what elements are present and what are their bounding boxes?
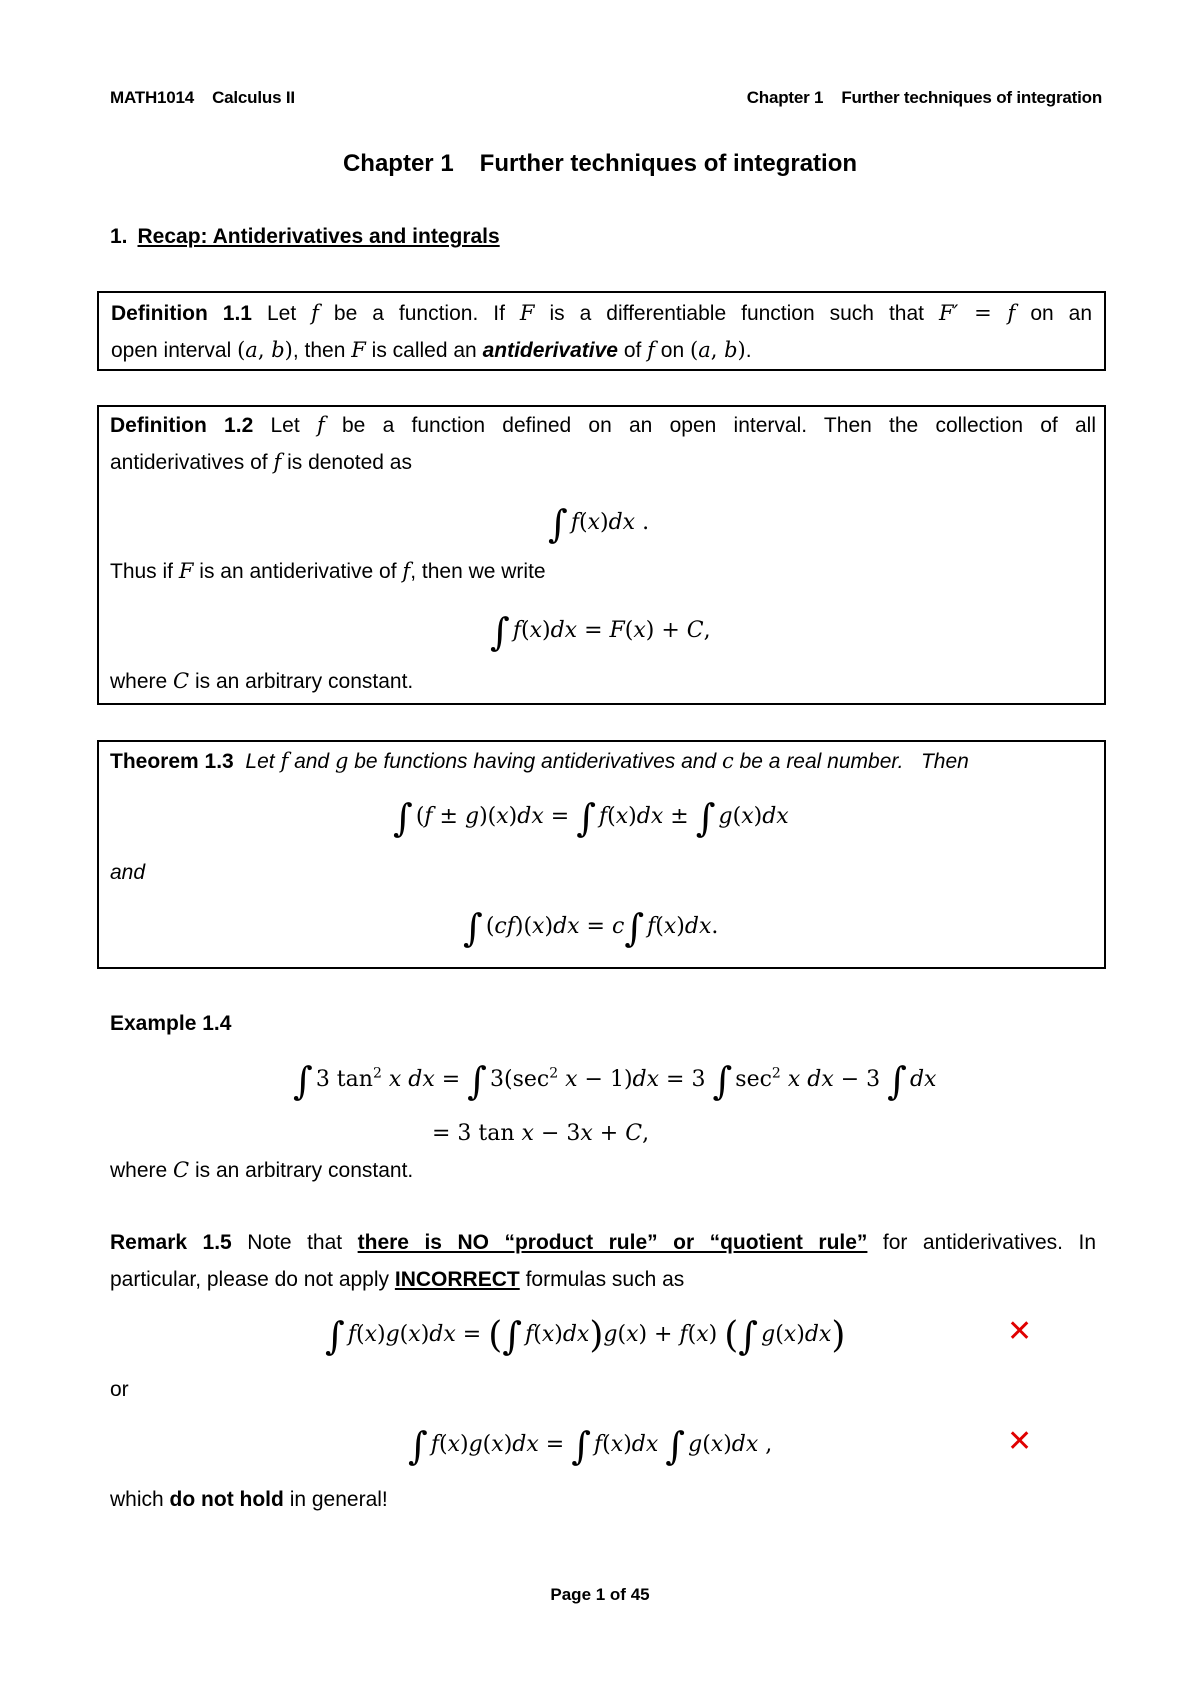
definition-1-2-line-2: antiderivatives of f is denoted as [110,450,412,474]
incorrect-product-rule-equation: ∫ f(x)g(x)dx = (∫ f(x)dx)g(x) + f(x) (∫ g(x)dx) [325,1314,846,1358]
theorem-1-3-and: and [110,861,146,884]
running-header-right [747,88,1102,108]
constant-multiple-equation: ∫ (cf)(x)dx = c∫ f(x)dx. [463,906,719,950]
definition-1-2-line-4: where C is an arbitrary constant. [110,669,414,693]
example-1-4-label: Example 1.4 [110,1012,232,1035]
definition-1-2-line-3: Thus if F is an antiderivative of f, then we write [110,559,546,583]
remark-1-5-or: or [110,1378,129,1401]
remark-1-5-last-line: which do not hold in general! [110,1488,388,1511]
definition-1-1-box [97,291,1106,371]
definition-1-2-line-1: Definition 1.2 Let f be a function defined on an open interval. Then the collection of all [110,413,1097,437]
header-chapter-label: Chapter 1 [746,88,824,107]
remark-1-5-line-2: particular, please do not apply INCORRECT formulas such as [110,1268,685,1291]
page-number: Page 1 of 45 [550,1585,650,1604]
example-1-4-equation-1: ∫ 3 $\tan^2 x$ dx = ∫ $3(\sec^2$ x − 1)dx = 3 ∫ $\sec^2 x$ dx − 3 ∫ dx [293,1059,937,1103]
course-code: MATH1014 [110,88,195,107]
definition-1-1-line-1: Definition 1.1 Let f be a function. If F is a differentiable function such that F′ = f on an [111,301,1093,325]
example-1-4-equation-2: = 3 tan x − 3x + C, [432,1121,650,1146]
section-heading: 1. Recap: Antiderivatives and integrals [110,225,500,248]
incorrect-cross-icon: ✕ [1007,1424,1033,1459]
definition-1-1-line-2: open interval (a, b), then F is called an antiderivative of f on (a, b). [111,338,752,362]
incorrect-cross-icon: ✕ [1007,1314,1033,1349]
chapter-title: Chapter 1 Further techniques of integration [342,150,858,177]
no-product-rule-emphasis: there is NO “product rule” or “quotient rule” [357,1231,868,1254]
incorrect-product-equation: ∫ f(x)g(x)dx = ∫ f(x)dx ∫ g(x)dx , [408,1424,773,1468]
antiderivative-term: antiderivative [482,339,618,362]
example-1-4-note: where C is an arbitrary constant. [110,1158,414,1182]
header-chapter-name: Further techniques of integration [841,88,1102,107]
integral-notation-equation: ∫ f(x)dx . [548,502,650,546]
course-name: Calculus II [212,88,295,107]
running-header-left [110,88,295,108]
sum-rule-equation: ∫ (f ± g)(x)dx = ∫ f(x)dx ± ∫ g(x)dx [393,796,789,840]
remark-1-5-line-1: Remark 1.5 Note that there is NO “product rule” or “quotient rule” for antiderivatives. In [110,1231,1096,1254]
theorem-1-3-line-1: Theorem 1.3 Let f and g be functions having antiderivatives and c be a real number. Then [110,749,969,773]
antiderivative-equation: ∫ f(x)dx = F(x) + C, [490,610,711,654]
